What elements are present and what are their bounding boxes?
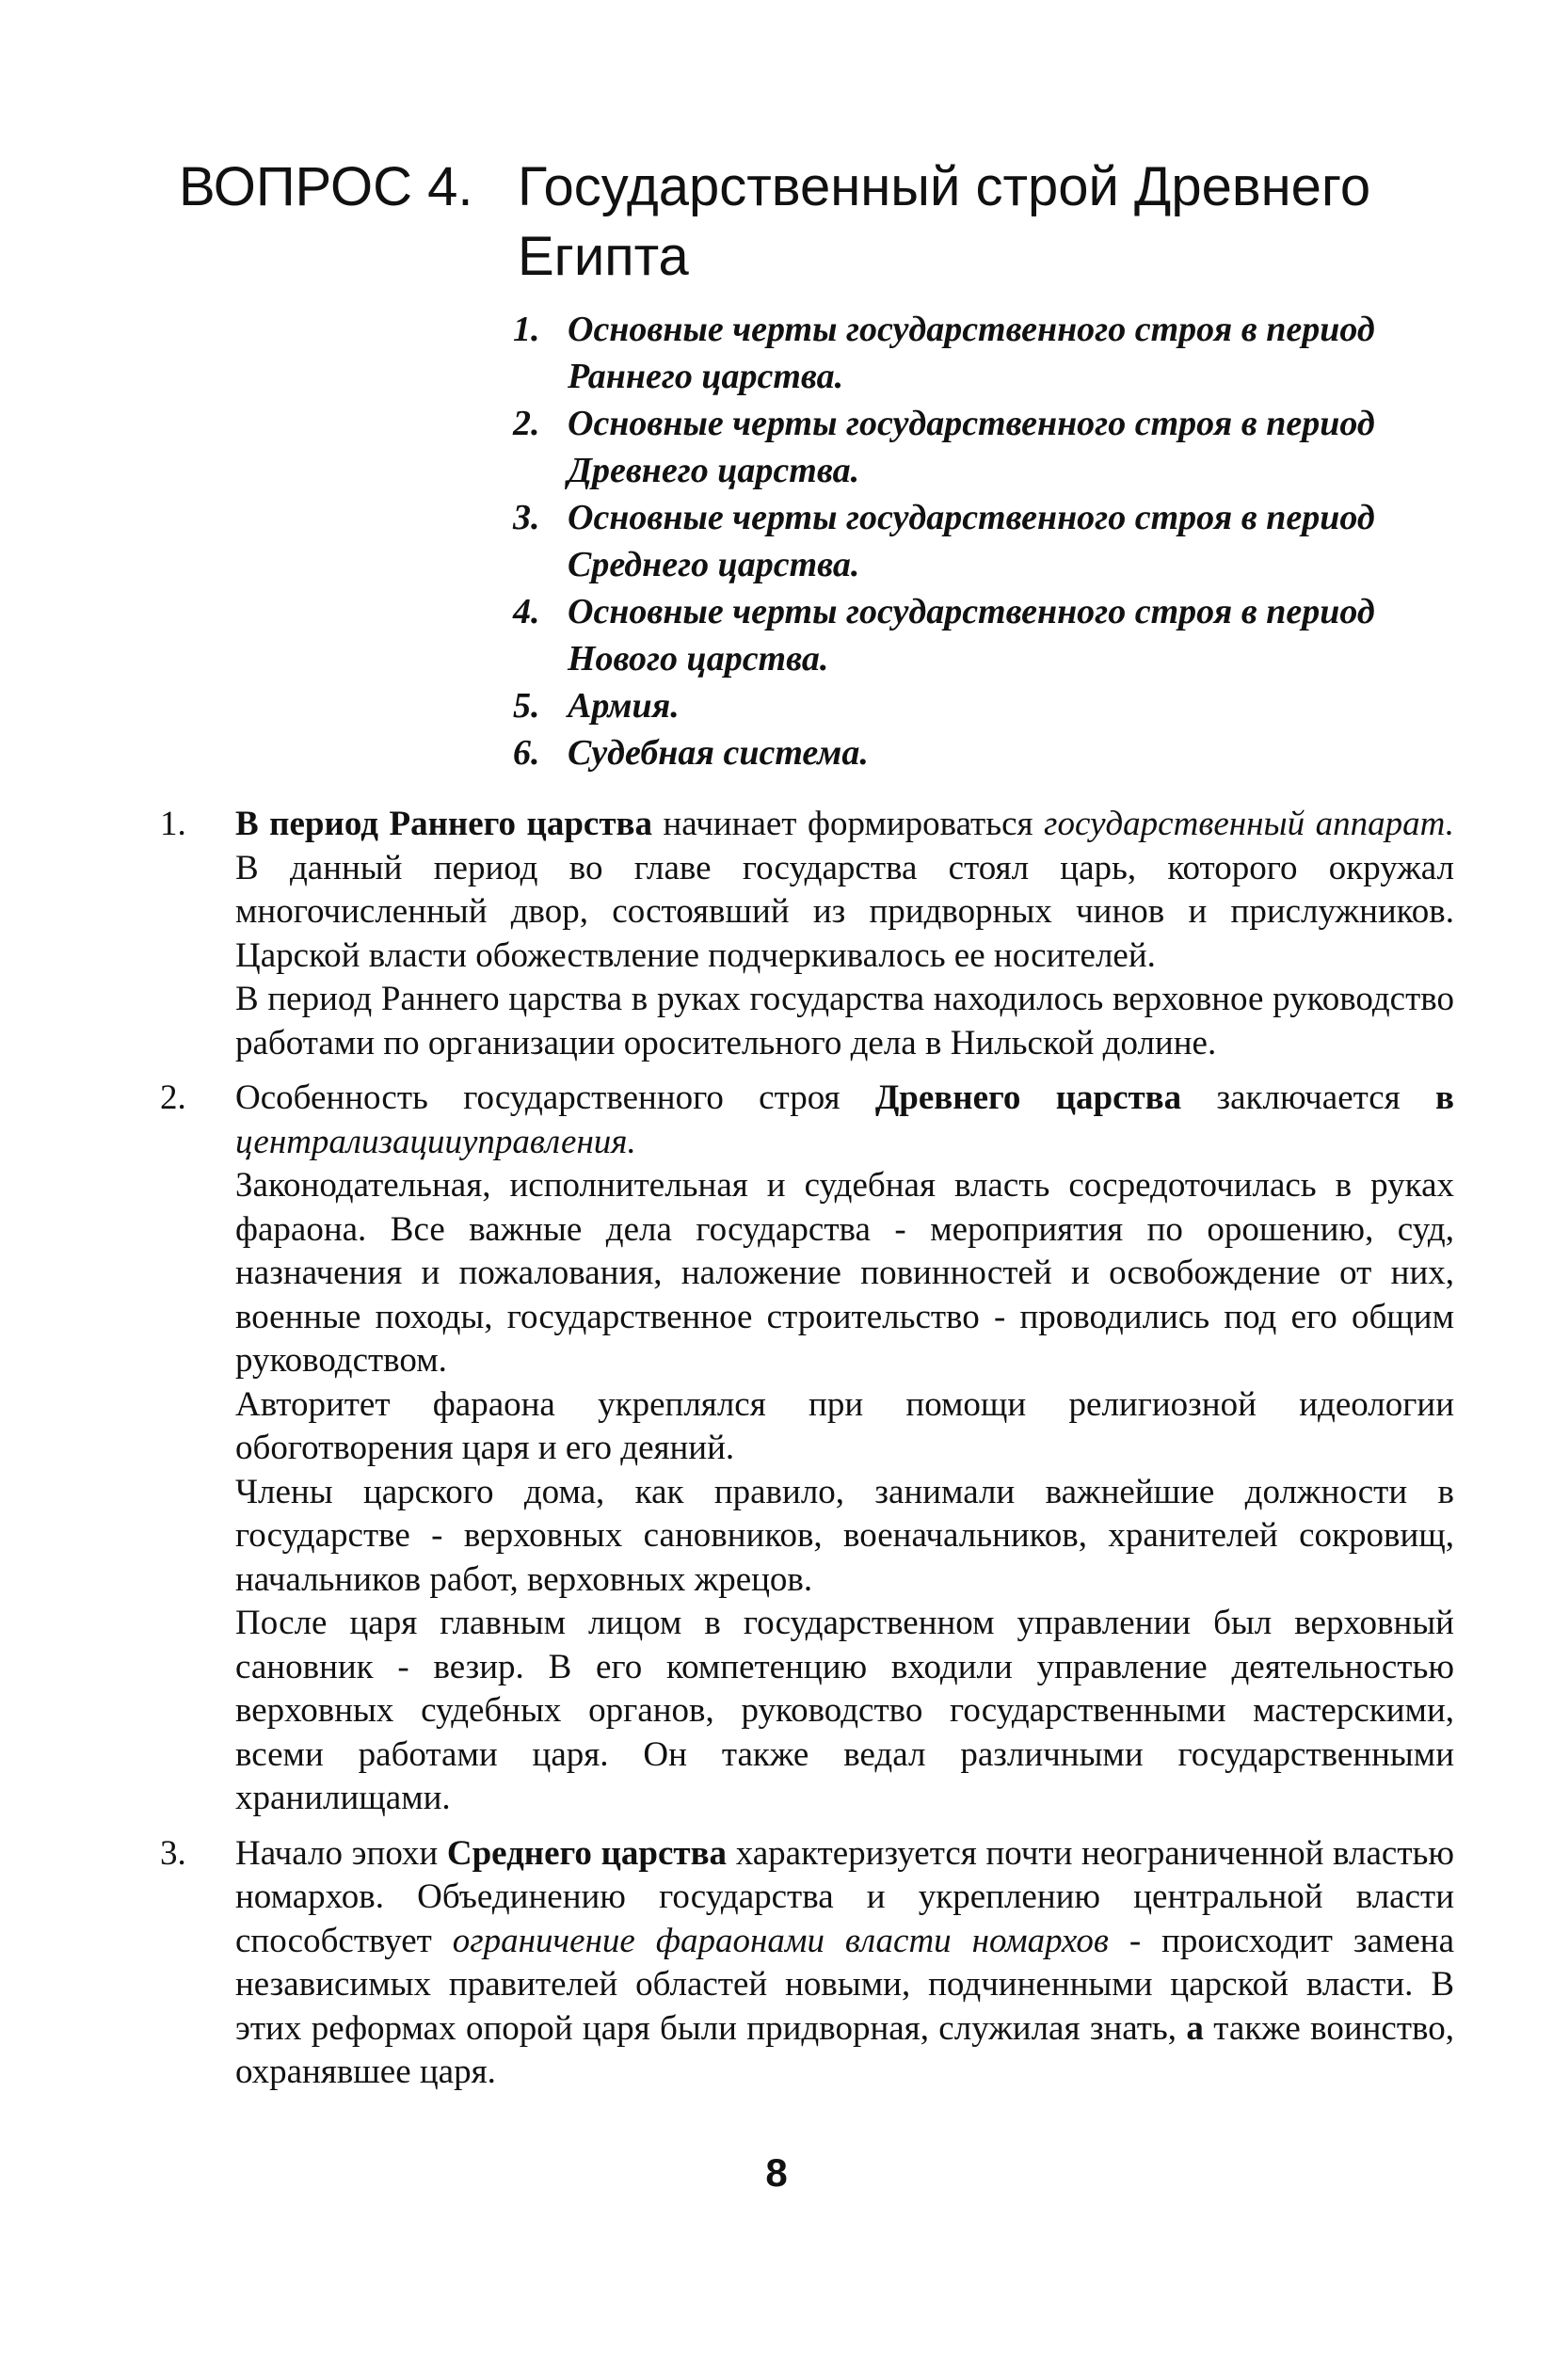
text-run: характеризуется почти неограниченной властью номархов. Объединению государства и укреплению центральной власти способствует bbox=[235, 1833, 1455, 1960]
outline-item bbox=[513, 682, 1379, 729]
bold-term: В период Раннего царства bbox=[235, 805, 652, 843]
question-label: ВОПРОС 4. bbox=[179, 156, 473, 217]
outline-item-number: 2. bbox=[513, 404, 540, 443]
italic-term: централизацииуправления. bbox=[235, 1122, 636, 1161]
text-run: Начало эпохи bbox=[235, 1833, 447, 1873]
outline-item-text: Основные черты государственного строя в период Нового царства. bbox=[568, 592, 1375, 679]
text-run: Особенность государственного строя bbox=[235, 1078, 875, 1117]
outline-item-number: 1. bbox=[513, 310, 540, 349]
bold-letter: в bbox=[1435, 1078, 1454, 1117]
outline-item bbox=[513, 306, 1379, 400]
section-old-kingdom bbox=[160, 1077, 1454, 1821]
section-early-kingdom bbox=[160, 803, 1454, 1065]
text-run: В данный период во главе государства стоял царь, которого окружал многочисленный двор, состоявший из придворных чинов и прислужников. Царской власти обожествление подчеркивалось ее носителей. bbox=[235, 848, 1454, 975]
outline-item-number: 6. bbox=[513, 733, 540, 773]
bold-term: Древнего царства bbox=[874, 1078, 1182, 1117]
outline-item-number: 5. bbox=[513, 686, 540, 726]
bold-term: Среднего царства bbox=[446, 1833, 728, 1873]
text-run: заключается bbox=[1181, 1078, 1436, 1117]
paragraph: В период Раннего царства в руках государства находилось верховное руководство работами по организации оросительного дела в Нильской долине. bbox=[235, 980, 1454, 1062]
outline-item-text: Основные черты государственного строя в период Раннего царства. bbox=[568, 310, 1375, 396]
outline-item-number: 4. bbox=[513, 592, 540, 631]
paragraph: После царя главным лицом в государственном управлении был верховный сановник - везир. В его компетенцию входили управление деятельностью верховных судебных органов, руководство государственными мастерскими, всеми работами царя. Он также ведал различными государственными хранилищами. bbox=[235, 1604, 1454, 1817]
outline-item-number: 3. bbox=[513, 498, 540, 537]
outline-item-text: Основные черты государственного строя в период Древнего царства. bbox=[568, 404, 1375, 490]
paragraph: Авторитет фараона укреплялся при помощи религиозной идеологии обоготворения царя и его деяний. bbox=[235, 1384, 1454, 1467]
text-run: - происходит замена независимых правителей областей новыми, подчиненными царской власти. В этих реформах опорой царя были придворная, служилая знать, bbox=[235, 1921, 1454, 2048]
paragraph bbox=[235, 1832, 1454, 2095]
page-number: 8 bbox=[765, 2150, 788, 2195]
outline-item bbox=[513, 729, 1379, 776]
section-number: 3. bbox=[160, 1833, 186, 1873]
italic-term: ограничение фараонами власти номархов bbox=[452, 1921, 1109, 1960]
body-text bbox=[160, 803, 1454, 2095]
paragraph: Члены царского дома, как правило, занимали важнейшие должности в государстве - верховных сановников, военачальников, хранителей сокровищ, начальников работ, верховных жрецов. bbox=[235, 1472, 1454, 1599]
outline-item bbox=[513, 400, 1379, 494]
paragraph: Законодательная, исполнительная и судебная власть сосредоточилась в руках фараона. Все важные дела государства - мероприятия по орошению, суд, назначения и пожалования, наложение повинностей и освобождение от них, военные походы, государственное строительство - проводились под его общим руководством. bbox=[235, 1166, 1454, 1380]
outline-item-text: Основные черты государственного строя в период Среднего царства. bbox=[568, 498, 1375, 584]
section-number: 1. bbox=[160, 805, 186, 843]
outline-item bbox=[513, 588, 1379, 682]
paragraph bbox=[235, 803, 1454, 978]
bold-letter: а bbox=[1186, 2008, 1204, 2048]
section-middle-kingdom bbox=[160, 1832, 1454, 2095]
topic-outline bbox=[513, 306, 1379, 776]
outline-item bbox=[513, 494, 1379, 588]
paragraph bbox=[235, 1077, 1454, 1164]
section-number: 2. bbox=[160, 1078, 186, 1117]
italic-term: государственный аппарат. bbox=[1044, 805, 1455, 843]
outline-item-text: Армия. bbox=[568, 686, 680, 726]
question-title: Государственный строй Древнего Египта bbox=[518, 156, 1371, 287]
outline-item-text: Судебная система. bbox=[568, 733, 869, 773]
text-run: начинает формироваться bbox=[652, 805, 1045, 843]
text-run: также воинство, охранявшее царя. bbox=[235, 2008, 1454, 2091]
